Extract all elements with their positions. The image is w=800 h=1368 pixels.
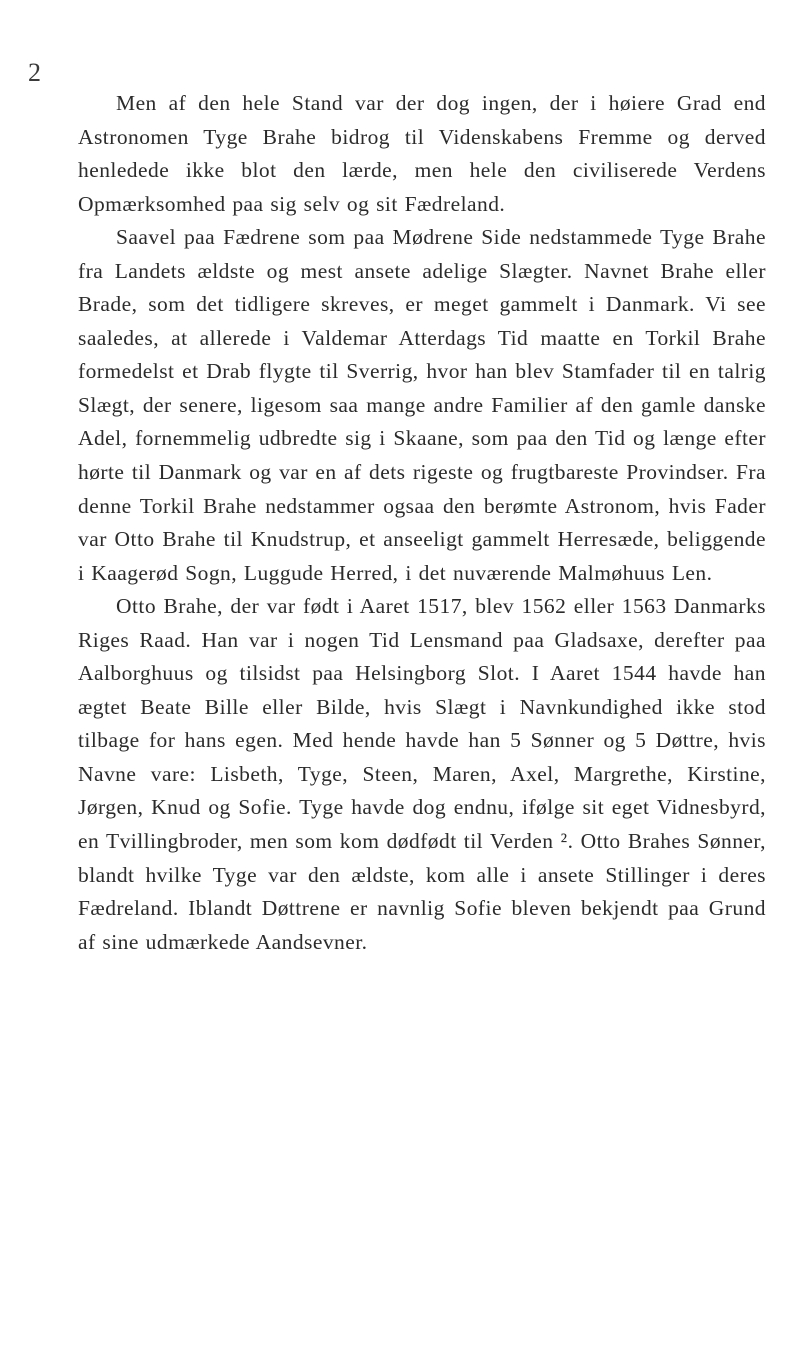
paragraph-2: Saavel paa Fædrene som paa Mødrene Side nedstammede Tyge Brahe fra Landets ældste og mest ansete adelige Slægter. Navnet Brahe eller Brade, som det tidligere skreves, er meget gammelt i Danmark. Vi see saaledes, at allerede i Valdemar Atterdags Tid maatte en Torkil Brahe formedelst et Drab flygte til Sverrig, hvor han blev Stamfader til en talrig Slægt, der senere, ligesom saa mange andre Familier af den gamle danske Adel, fornemmelig udbredte sig i Skaane, som paa den Tid og længe efter hørte til Danmark og var en af dets rigeste og frugtbareste Provindser. Fra denne Torkil Brahe nedstammer ogsaa den berømte Astronom, hvis Fader var Otto Brahe til Knudstrup, et anseeligt gammelt Herresæde, beliggende i Kaagerød Sogn, Luggude Herred, i det nuværende Malmøhuus Len. <box>78 225 766 585</box>
paragraph-3: Otto Brahe, der var født i Aaret 1517, blev 1562 eller 1563 Danmarks Riges Raad. Han var i nogen Tid Lensmand paa Gladsaxe, derefter paa Aalborghuus og tilsidst paa Helsingborg Slot. I Aaret 1544 havde han ægtet Beate Bille eller Bilde, hvis Slægt i Navnkundighed ikke stod tilbage for hans egen. Med hende havde han 5 Sønner og 5 Døttre, hvis Navne vare: Lisbeth, Tyge, Steen, Maren, Axel, Margrethe, Kirstine, Jørgen, Knud og Sofie. Tyge havde dog endnu, ifølge sit eget Vidnesbyrd, en Tvillingbroder, men som kom dødfødt til Verden ². Otto Brahes Sønner, blandt hvilke Tyge var den ældste, kom alle i ansete Stillinger i deres Fædreland. Iblandt Døttrene er navnlig Sofie bleven bekjendt paa Grund af sine udmærkede Aandsevner. <box>78 594 766 954</box>
body-text <box>78 87 766 959</box>
page-number: 2 <box>28 58 41 87</box>
paragraph-1: Men af den hele Stand var der dog ingen, der i høiere Grad end Astronomen Tyge Brahe bidrog til Videnskabens Fremme og derved henledede ikke blot den lærde, men hele den civiliserede Verdens Opmærksomhed paa sig selv og sit Fædreland. <box>78 91 766 216</box>
